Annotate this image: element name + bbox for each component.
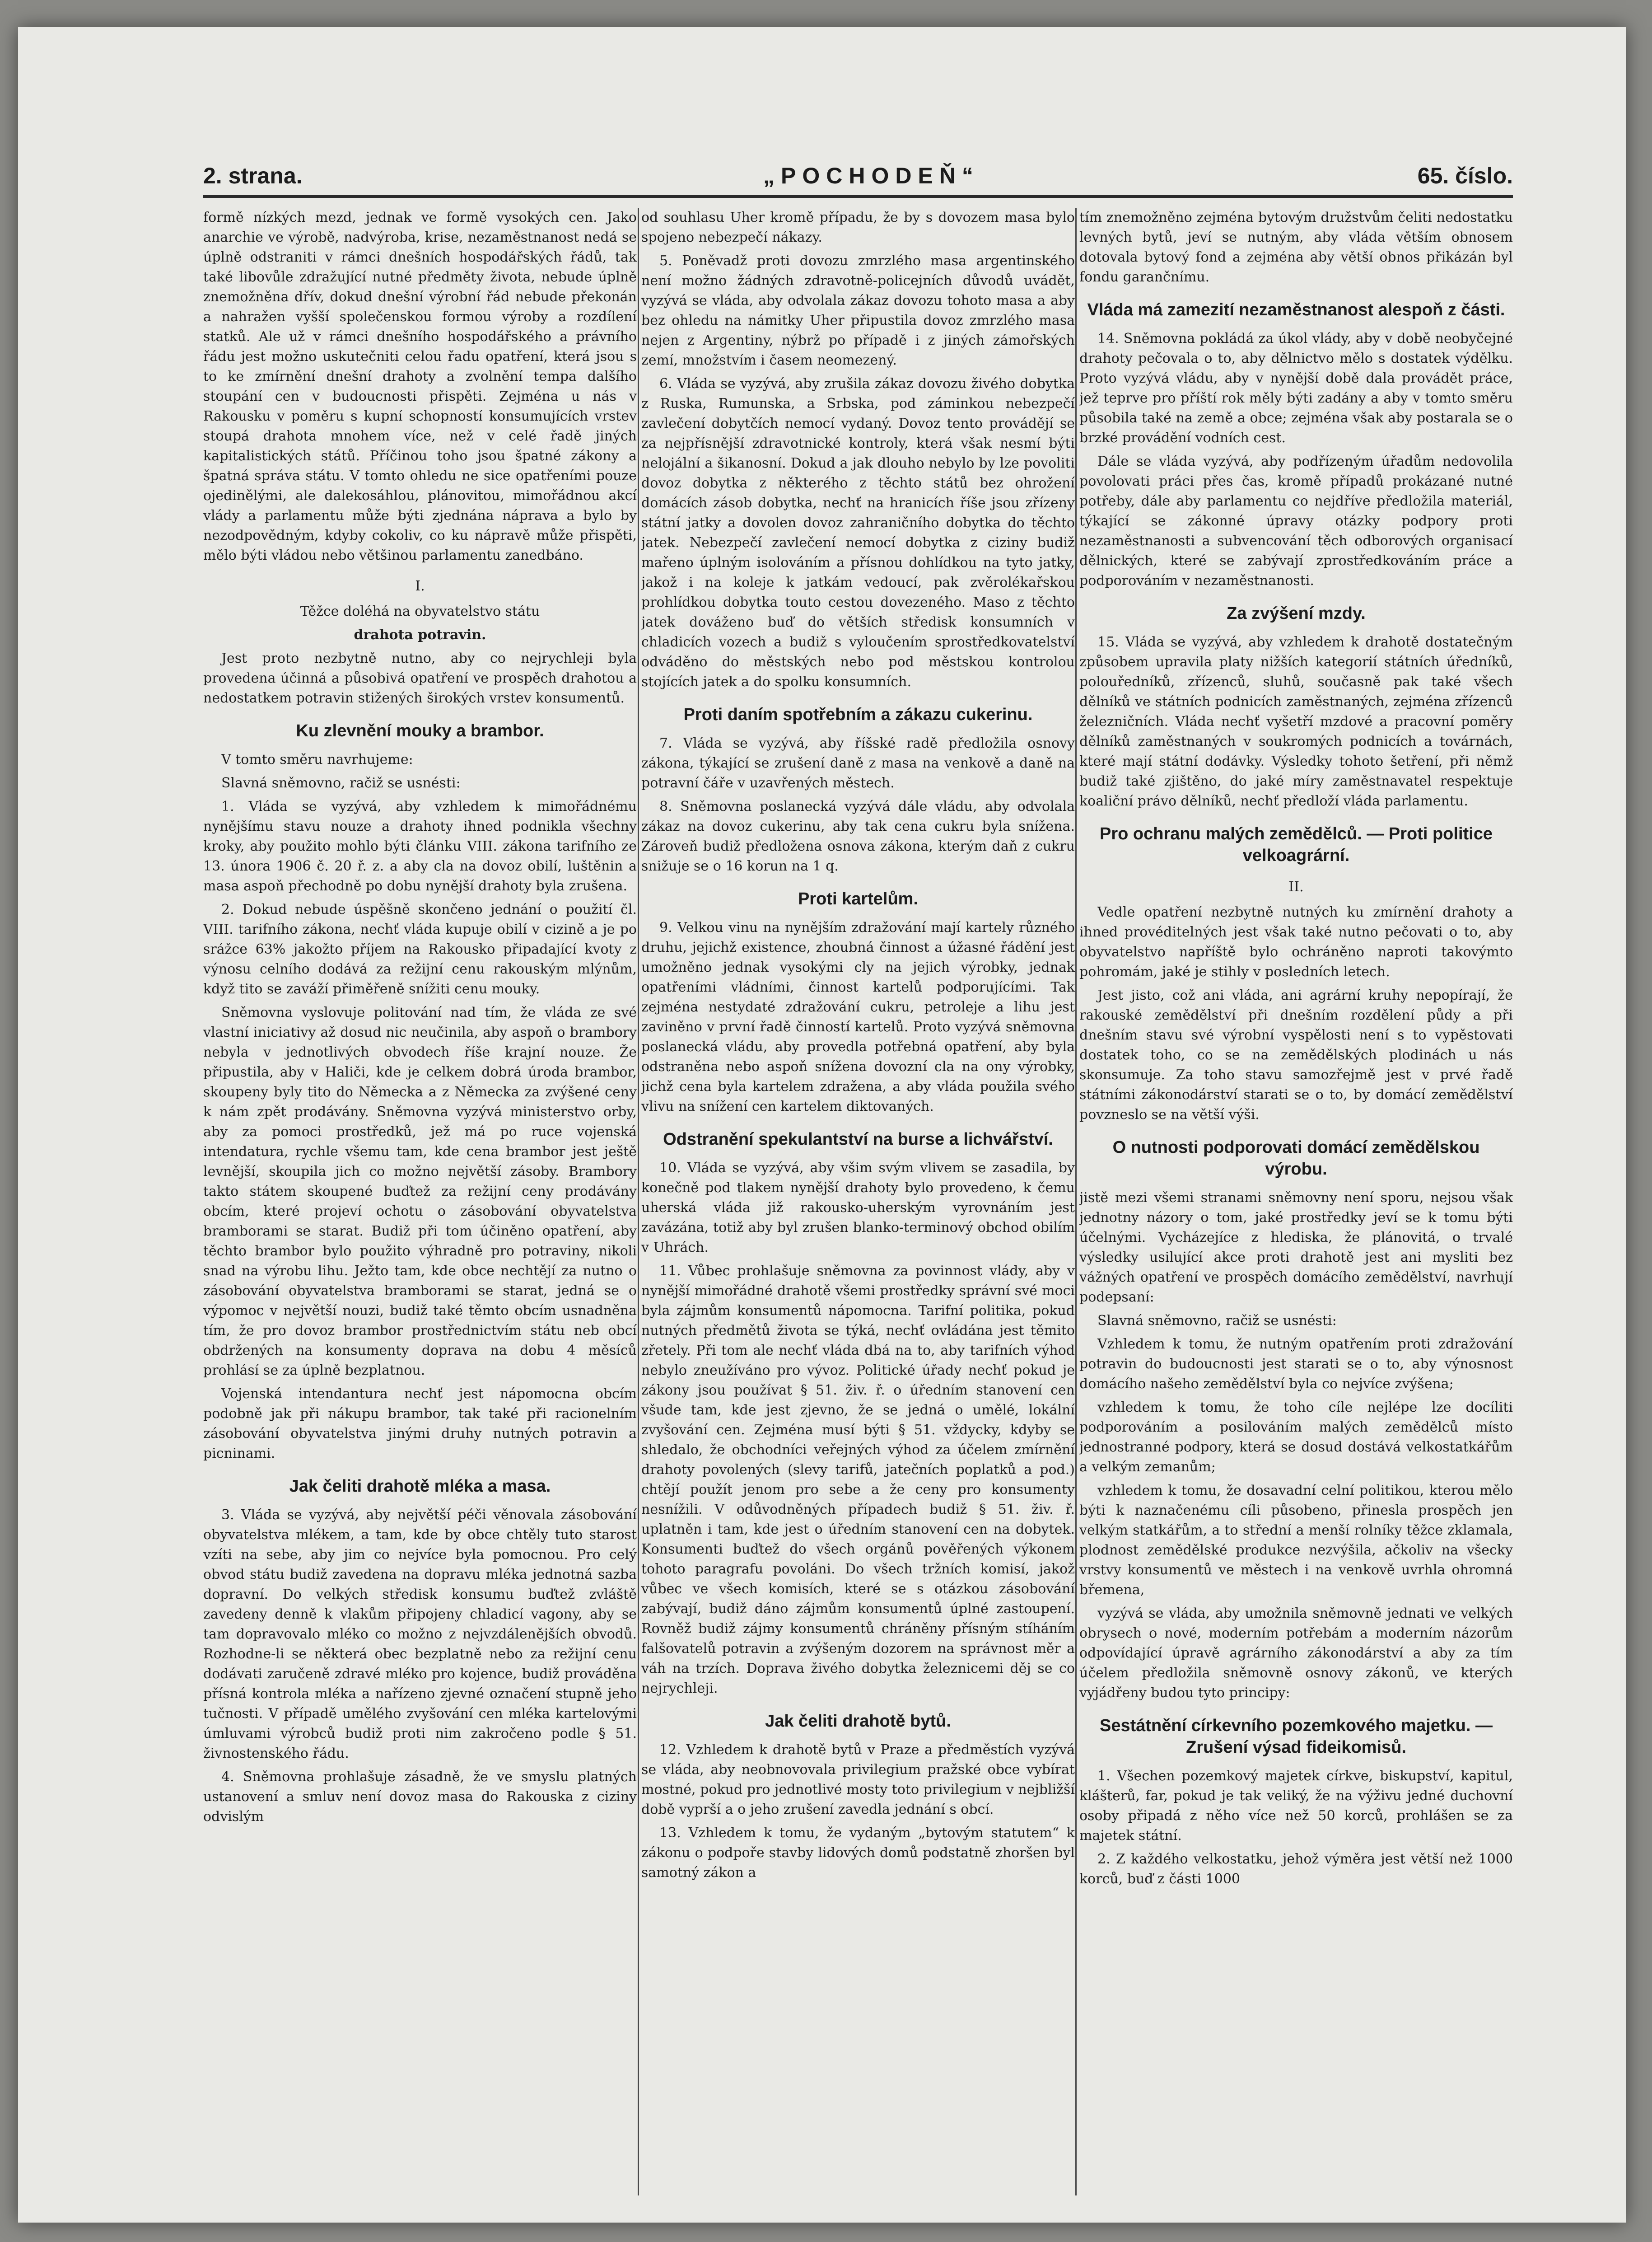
section-heading: Pro ochranu malých zemědělců. — Proti politice velkoagrární.: [1100, 824, 1493, 865]
paragraph: 14. Sněmovna pokládá za úkol vlády, aby v době neobyčejné drahoty pečovala o to, aby dělnictvo mělo s dostatek výdělku. Proto vyzývá vládu, aby v nynější době dala provádět práce, jež teprve pro příští rok měly býti zadány a aby v tomto směru působila také na země a obce; zejména však aby postarala se o brzké provádění vodních cest.: [1079, 331, 1513, 446]
newspaper-title: „POCHODEŇ“: [763, 163, 980, 188]
paragraph: Dále se vláda vyzývá, aby podřízeným úřadům nedovolila povolovati práci přes čas, kromě případů prokázané nutné potřeby, dále aby parlamentu co nejdříve předložila materiál, týkající se zákonné úpravy otázky podpory proti nezaměstnanosti a subvencování těch odborových organisací dělnických, které se zabývají zprostředkováním práce a podporováním v nezaměstnanosti.: [1079, 454, 1513, 589]
header-rule: [203, 195, 1513, 198]
paragraph: vzhledem k tomu, že dosavadní celní politikou, kterou mělo býti k naznačenému cíli působeno, přinesla prospěch jen velkým statkářům, a to střední a menší rolníky těžce zklamala, plodnost zemědělské produkce nezvýšila, ačkoliv na všecky vrstvy konsumentů ve městech i na venkově uvrhla ohromná břemena,: [1079, 1483, 1513, 1598]
paragraph: Sněmovna vyslovuje politování nad tím, že vláda ze své vlastní iniciativy až dosud nic neučinila, aby aspoň o brambory nebyla v jednotlivých obvodech říše krajní nouze. Že připustila, aby v Haliči, kde je celkem dobrá úroda brambor, skoupeny byly tito do Německa a z Německa za zvýšené ceny k nám zpět prodávány. Sněmovna vyzývá ministerstvo orby, aby za pomoci prostředků, jež má po ruce vojenská intendatura, rychle všemu tam, kde cena brambor jest ještě levnější, skoupila jich co možno největší zásoby. Brambory takto státem skoupené buďtež za režijní ceny prodávány obcím, které projeví ochotu o zásobování obyvatelstva bramborami se starat. Budiž při tom účiněno opatření, aby těchto brambor bylo použito výhradně pro potraviny, nikoli snad na výrobu lihu. Ježto tam, kde obce nechtějí za nutno o zásobování obyvatelstva bramborami se starat, jedná se o výpomoc v největší nouzi, budiž také těmto obcím usnadněna tím, že pro dovoz brambor prostřednictvím státu neb obcí obdržených na konsumenty doprava na dobu 4 měsíců prohlásí se za úplně bezplatnou.: [203, 1005, 637, 1378]
paragraph: 11. Vůbec prohlašuje sněmovna za povinnost vlády, aby v nynější mimořádné drahotě všemi prostředky správní své moci byla zájmům konsumentů nápomocna. Tarifní politika, pokud nutných předmětů života se týká, nechť ovládána jest těmito zřetely. Při tom ale nechť vláda dbá na to, aby tarifních výhod nebylo zneužíváno pro vývoz. Politické úřady nechť pokud je zákony jsou používat § 51. živ. ř. o úředním stanovení cen všude tam, kde jest zjevno, že se jedná o umělé, lokální zvyšování cen. Zejména musí býti § 51. vždycky, kdyby se shledalo, že obchodníci veřejných výhod za účelem zmírnění drahoty povolených (slevy tarifů, jatečních poplatků a pod.) chtějí použít jenom pro sebe a že ceny pro konsumenty nesnížili. V odůvodněných případech budiž § 51. živ. ř. uplatněn i tam, kde jest o úředním stanovení cen na dobytek. Konsumenti buďtež do všech orgánů pověřených výkonem tohoto paragrafu povoláni. Do všech tržních komisí, jakož vůbec ve všech komisích, které se s otázkou zásobování zabývají, budiž dáno zájmům konsumentů úplné zastoupení. Rovněž budiž zájmy konsumentů chráněny přísným stíháním falšovatelů potravin a zvýšeným dozorem na správnost měr a váh na trzích. Doprava živého dobytka železnicemi děj se co nejrychleji.: [641, 1263, 1075, 1696]
paragraph: 10. Vláda se vyzývá, aby všim svým vlivem se zasadila, by konečně pod tlakem nynější drahoty bylo provedeno, k čemu uherská vláda již rakousko-uherským vyrovnáním jest zavázána, totiž aby byl zrušen blanko-terminový obchod obilím v Uhrách.: [641, 1160, 1075, 1255]
paragraph: Vedle opatření nezbytně nutných ku zmírnění drahoty a ihned provéditelných jest však také nutno pečovati o to, aby obyvatelstvo napříště bylo ochráněno naproti takovýmto pohromám, jaké je stihly v posledních letech.: [1079, 904, 1513, 980]
column-1: [203, 208, 637, 2200]
paragraph: 9. Velkou vinu na nynějším zdražování mají kartely různého druhu, jejichž existence, zhoubná činnost a úžasné řádění jest umožněno jednak vysokými cly na jejich výrobky, jednak opatřeními vládními, činnost kartelů podporujícími. Tak zejména nestydaté zdražování cukru, petroleje a lihu jest zaviněno v první řadě činností kartelů. Proto vyzývá sněmovna poslanecká vládu, aby provedla potřebná opatření, aby byla odstraněna nebo aspoň snížena dovozní cla na ony výrobky, jichž cena byla kartelem zdražena, a aby vláda použila svého vlivu na snížení cen kartelem diktovaných.: [641, 920, 1075, 1114]
paragraph: V tomto směru navrhujeme:: [221, 752, 413, 768]
paragraph: Jest proto nezbytně nutno, aby co nejrychleji byla provedena účinná a působivá opatření ve prospěch drahotou a nedostatkem potravin stižených širokých vrstev konsumentů.: [203, 651, 637, 706]
section-heading: Jak čeliti drahotě mléka a masa.: [289, 1477, 551, 1496]
column-2: [641, 208, 1075, 2200]
paragraph: 4. Sněmovna prohlašuje zásadně, že ve smyslu platných ustanovení a smluv není dovoz masa do Rakouska z ciziny odvislým: [203, 1769, 637, 1825]
paragraph: 6. Vláda se vyzývá, aby zrušila zákaz dovozu živého dobytka z Ruska, Rumunska, a Srbska, pod záminkou nebezpečí zavlečení dobytčích nemocí vydaný. Dovoz tento provádějí se za nejpřísnější zdravotnické kontroly, která však nesmí býti nelojální a šikanosní. Dokud a jak dlouho nebylo by lze povoliti dovoz dobytka z některého z těchto států bez ohrožení domácích zásob dobytka, nechť na hranicích říše jsou zřízeny státní jatky a dovolen dovoz zahraničního dobytka do těchto jatek. Nebezpečí zavlečení nemocí dobytka z ciziny budiž mařeno úplným isolováním a přísnou dohlídkou na tyto jatky, jakož i na koleje k jatkám vedoucí, pak zvěrolékařskou prohlídkou dobytka touto cestou dovezeného. Maso z těchto jatek dováženo buď do větších středisk konsumních v chladicích vozech a budiž s vyloučením sprostředkovatelství odváděno do městských nebo pod městskou kontrolou stojících jatek a do spolku konsumních.: [641, 376, 1075, 690]
issue-number: 65. číslo.: [1417, 163, 1513, 188]
paragraph: Těžce doléhá na obyvatelstvo státu: [300, 604, 540, 619]
paragraph: 2. Dokud nebude úspěšně skončeno jednání o použití čl. VIII. tarifního zákona, nechť vláda kupuje obilí v cizině a je po srážce 63% jakožto příjem na Rakousko připadající kvoty z výnosu celního dodává za režijní cenu rakouským mlýnům, když tito se zaváží přiměřeně snížiti cenu mouky.: [203, 902, 637, 997]
paragraph: 7. Vláda se vyzývá, aby říšské radě předložila osnovy zákona, týkající se zrušení daně z masa na venkově a daně na potravní čáře v uzavřených městech.: [641, 735, 1075, 791]
paragraph: 5. Poněvadž proti dovozu zmrzlého masa argentinského není možno žádných zdravotně-policejních důvodů uvádět, vyzývá se vláda, aby odvolala zákaz dovozu tohoto masa a aby bez ohledu na námitky Uher připustila dovoz zmrzlého masa nejen z Argentiny, nýbrž po případě i z jiných zámořských zemí, množstvím i časem neomezený.: [641, 253, 1075, 368]
column-3: [1079, 208, 1513, 2200]
paragraph: Jest jisto, což ani vláda, ani agrární kruhy nepopírají, že rakouské zemědělství při dnešním rozdělení půdy a při dnešním stavu své výrobní vyspělosti není s to vypěstovati dostatek toho, co se na zemědělských plodinách u nás skonsumuje. Za toho stavu samozřejmě jest v prvé řadě státními zákonodárství starati se o to, by domácí zemědělství povzneslo se na větší výši.: [1079, 988, 1513, 1123]
paragraph: Slavná sněmovno, račiž se usnésti:: [1097, 1313, 1337, 1329]
section-number: II.: [1288, 879, 1304, 895]
section-heading: Jak čeliti drahotě bytů.: [765, 1712, 951, 1731]
section-heading: Sestátnění církevního pozemkového majetku. — Zrušení výsad fideikomisů.: [1099, 1716, 1493, 1757]
page-header: [203, 163, 1513, 190]
paragraph: 1. Všechen pozemkový majetek církve, biskupství, kapitul, klášterů, far, pokud je tak veliký, že na výživu jedné duchovní osoby připadá z něho více než 50 korců, prohlášen se za majetek státní.: [1079, 1768, 1513, 1844]
section-heading: Proti daním spotřebním a zákazu cukerinu.: [683, 705, 1033, 724]
paragraph: vyzývá se vláda, aby umožnila sněmovně jednati ve velkých obrysech o nové, moderním potřebám a moderním názorům odpovídající úpravě agrárního zákonodárství a aby za tím účelem předložila sněmovně osnovy zákonů, ve kterých vyjádřeny budou tyto principy:: [1079, 1605, 1513, 1701]
paragraph: Slavná sněmovno, račiž se usnésti:: [221, 775, 461, 791]
page-number: 2. strana.: [203, 163, 303, 188]
paragraph: 12. Vzhledem k drahotě bytů v Praze a předměstích vyzývá se vláda, aby neobnovovala privilegium pražské obce vybírat mostné, pokud pro jednotlivé mosty toto privilegium v nejbližší době vyprší a o jeho zrušení zavedla jednání s obcí.: [641, 1742, 1075, 1817]
column-divider: [638, 208, 639, 2195]
section-heading: O nutnosti podporovati domácí zemědělskou výrobu.: [1112, 1138, 1480, 1179]
paragraph: jistě mezi všemi stranami sněmovny není sporu, nejsou však jednotny názory o tom, jaké prostředky jeví se k tomu býti účelnými. Vycházejíce z hlediska, že plánovitá, o trvalé výsledky usilující akce proti drahotě jest ani mysliti bez vážných opatření ve prospěch domácího zemědělství, navrhují podepsaní:: [1079, 1190, 1513, 1305]
paragraph: 15. Vláda se vyzývá, aby vzhledem k drahotě dostatečným způsobem upravila platy nižších kategorií státních úředníků, polouředníků, zřízenců, sluhů, současně pak také všech dělníků ve státních podnicích zaměstnaných, zejména zřízenců železničních. Vláda nechť vyšetří mzdové a pracovní poměry dělníků zaměstnaných v soukromých podnicích a továrnách, které mají státní dodávky. Výsledky tohoto šetření, při němž budiž také zjištěno, do jaké míry zaměstnavatel respektuje koaliční právo dělníků, nechť předloží vláda parlamentu.: [1079, 634, 1513, 809]
paragraph: Vzhledem k tomu, že nutným opatřením proti zdražování potravin do budoucnosti jest starati se o to, aby výnosnost domácího našeho zemědělství byla co nejvíce zvýšena;: [1079, 1336, 1513, 1392]
paragraph: drahota potravin.: [354, 627, 486, 643]
paragraph: od souhlasu Uher kromě případu, že by s dovozem masa bylo spojeno nebezpečí nákazy.: [641, 210, 1075, 245]
paragraph: vzhledem k tomu, že toho cíle nejlépe lze docíliti podporováním a posilováním malých zemědělců místo jednostranné podpory, která se dosud dostává velkostatkářům a velkým zemanům;: [1079, 1399, 1513, 1475]
paragraph: 13. Vzhledem k tomu, že vydaným „bytovým statutem“ k zákonu o podpoře stavby lidových domů podstatně zhoršen byl samotný zákon a: [641, 1825, 1075, 1881]
section-heading: Ku zlevnění mouky a brambor.: [296, 721, 544, 740]
paragraph: formě nízkých mezd, jednak ve formě vysokých cen. Jako anarchie ve výrobě, nadvýroba, krise, nezaměstnanost nedá se úplně odstraniti v rámci dnešních hospodářských řádů, tak také libovůle zdražující nutné předměty života, nebude úplně znemožněna dřív, dokud dnešní výrobní řád nebude překonán a nahražen vyšší společenskou formou výroby a rozdílení statků. Ale už v rámci dnešního hospodářského a právního řádu jest možno uskutečniti celou řadu opatření, která jsou s to ke zmírnění dnešní drahoty a zvolnění tempa dalšího stoupání cen v budoucnosti přispěti. Zejména u nás v Rakousku v poměru s kupní schopností konsumujících vrstev stoupá drahota mnohem více, než v celé řadě jiných kapitalistických států. Příčinou toho jsou špatné zákony a špatná správa státu. V tomto ohledu ne sice opatřeními pouze ojedinělými, ale dalekosáhlou, plánovitou, mimořádnou akcí vlády a parlamentu může býti zjednána náprava a bylo by nezodpovědným, kdyby cokoliv, co ku nápravě může přispěti, mělo býti vládou nebo většinou parlamentu zanedbáno.: [203, 210, 637, 563]
section-number: I.: [415, 578, 425, 594]
column-divider: [1075, 208, 1077, 2195]
paragraph: Vojenská intendantura nechť jest nápomocna obcím podobně jak při nákupu brambor, tak také při racionelním zásobování obyvatelstva jinými druhy nutných potravin a picninami.: [203, 1386, 637, 1461]
newspaper-page: [18, 27, 1626, 2223]
section-heading: Odstranění spekulantství na burse a lichvářství.: [663, 1130, 1053, 1149]
paragraph: 2. Z každého velkostatku, jehož výměra jest větší než 1000 korců, buď z části 1000: [1079, 1851, 1513, 1887]
paragraph: 1. Vláda se vyzývá, aby vzhledem k mimořádnému nynějšímu stavu nouze a drahoty ihned podnikla všechny kroky, aby použito mohlo býti článku VIII. zákona tarifního ze 13. února 1906 č. 20 ř. z. a aby cla na dovoz obilí, luštěnin a masa aspoň přechodně po dobu nynější drahoty byla zrušena.: [203, 799, 637, 894]
paragraph: 3. Vláda se vyzývá, aby největší péči věnovala zásobování obyvatelstva mlékem, a tam, kde by obce chtěly tuto starost vzíti na sebe, aby jim co nejvíce byla pomocnou. Pro celý obvod státu budiž zavedena na dopravu mléka jednotná sazba dopravní. Do velkých středisk konsumu buďtež zvláště zavedeny denně k vlakům připojeny chladicí vagony, aby se tam dopravovalo mléko co možno z nejvzdálenějších obvodů. Rozhodne-li se některá obec bezplatně nebo za režijní cenu dodávati zaručeně zdravé mléko pro kojence, budiž prováděna přísná kontrola mléka a nařízeno zjevné označení stupně jeho tučnosti. V případě umělého zvyšování cen mléka kartelovými úmluvami výrobců budiž proti nim zakročeno podle § 51. živnostenského řádu.: [203, 1507, 637, 1761]
paragraph: tím znemožněno zejména bytovým družstvům čeliti nedostatku levných bytů, jeví se nutným, aby vláda větším obnosem dotovala bytový fond a zejména aby větší obnos přikázán byl fondu garančnímu.: [1079, 210, 1513, 285]
section-heading: Proti kartelům.: [798, 889, 919, 908]
paragraph: 8. Sněmovna poslanecká vyzývá dále vládu, aby odvolala zákaz na dovoz cukerinu, aby tak cena cukru byla snížena. Zároveň budiž předložena osnova zákona, kterým daň z cukru snižuje se o 16 korun na 1 q.: [641, 799, 1075, 874]
section-heading: Vláda má zamezití nezaměstnanost alespoň z části.: [1087, 300, 1505, 319]
section-heading: Za zvýšení mzdy.: [1227, 604, 1366, 623]
